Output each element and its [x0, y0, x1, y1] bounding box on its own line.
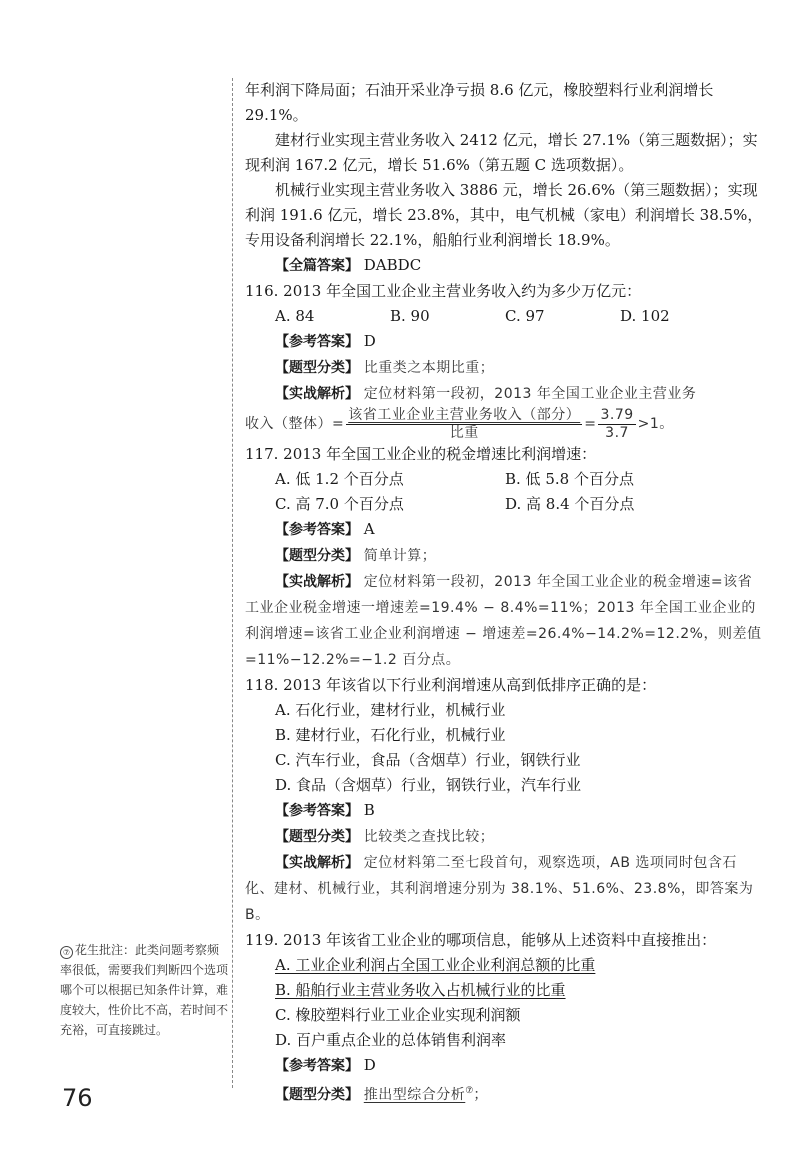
- page-number: 76: [62, 1084, 93, 1112]
- footnote-marker: ⑦: [465, 1086, 474, 1096]
- answer-label: 【参考答案】: [275, 334, 359, 350]
- question-118-stem: 118. 2013 年该省以下行业利润增速从高到低排序正确的是：: [245, 676, 657, 694]
- type-value: 简单计算；: [363, 548, 437, 564]
- question-119-type: [245, 1079, 765, 1108]
- type-value: 比较类之查找比较；: [363, 829, 495, 845]
- fraction-values: [598, 407, 635, 442]
- equals-sign: =: [584, 416, 597, 432]
- option-b: [245, 978, 765, 1003]
- answer-label: 【参考答案】: [275, 803, 359, 819]
- type-value: 推出型综合分析: [363, 1087, 466, 1103]
- paragraph-oil-rubber: 年利润下降局面；石油开采业净亏损 8.6 亿元，橡胶塑料行业利润增长 29.1%。: [245, 81, 714, 124]
- main-column: [245, 78, 765, 1108]
- margin-note: [60, 940, 228, 1040]
- full-answer-label: 【全篇答案】: [275, 258, 359, 274]
- option-a-text: A. 工业企业利润占全国工业企业利润总额的比重: [275, 956, 596, 974]
- analysis-text: 定位材料第一段初，2013 年全国工业企业的税金增速=该省工业企业税金增速一增速差=19.4% − 8.4%=11%；2013 年全国工业企业的利润增速=该省工业企业利润增速 − 增速差=26.4%−14.2%=12.2%，则差值=11%−12.2%=−1.2 百分点。: [245, 574, 762, 668]
- option-a: A. 石化行业，建材行业，机械行业: [275, 701, 506, 719]
- option-b: B. 低 5.8 个百分点: [505, 470, 634, 488]
- question-117-options-row1: [245, 467, 765, 492]
- analysis-label: 【实战解析】: [275, 386, 359, 402]
- question-116-type: [245, 355, 765, 381]
- type-label: 【题型分类】: [275, 829, 359, 845]
- formula-lhs: 收入（整体）=: [245, 416, 345, 432]
- full-answer-line: [245, 253, 765, 279]
- option-c: C. 97: [505, 307, 545, 325]
- full-answer-value: DABDC: [363, 256, 422, 274]
- option-d: D. 高 8.4 个百分点: [505, 495, 635, 513]
- question-116-stem: 116. 2013 年全国工业企业主营业务收入约为多少万亿元：: [245, 282, 642, 300]
- option-c: C. 橡胶塑料行业工业企业实现利润额: [275, 1006, 521, 1024]
- question-119-stem: 119. 2013 年该省工业企业的哪项信息，能够从上述资料中直接推出：: [245, 931, 717, 949]
- question-116-options: [245, 304, 765, 329]
- option-b-text: B. 船舶行业主营业务收入占机械行业的比重: [275, 981, 566, 999]
- question-118-answer: [245, 798, 765, 824]
- option-c: C. 汽车行业，食品（含烟草）行业，钢铁行业: [275, 751, 581, 769]
- analysis-text: 定位材料第二至七段首句，观察选项，AB 选项同时包含石化、建材、机械行业，其利润增速分别为 38.1%、51.6%、23.8%，即答案为 B。: [245, 855, 754, 923]
- option-a: [245, 953, 765, 978]
- fraction-denominator: 3.7: [605, 425, 629, 441]
- analysis-label: 【实战解析】: [275, 574, 359, 590]
- margin-divider: [232, 78, 233, 1088]
- option-d: D. 102: [620, 307, 670, 325]
- type-label: 【题型分类】: [275, 548, 359, 564]
- formula-tail: >1。: [637, 416, 674, 432]
- question-117-stem: 117. 2013 年全国工业企业的税金增速比利润增速：: [245, 445, 597, 463]
- paragraph-building-materials: 建材行业实现主营业务收入 2412 亿元，增长 27.1%（第三题数据）；实现利润 167.2 亿元，增长 51.6%（第五题 C 选项数据）。: [245, 131, 758, 174]
- question-116-analysis: [245, 381, 765, 407]
- paragraph-machinery: 机械行业实现主营业务收入 3886 元，增长 26.6%（第三题数据）；实现利润 191.6 亿元，增长 23.8%，其中，电气机械（家电）利润增长 38.5%，专用设备利润增长 22.1%，船舶行业利润增长 18.9%。: [245, 181, 763, 249]
- answer-value: D: [363, 332, 376, 350]
- option-d: D. 百户重点企业的总体销售利润率: [275, 1031, 507, 1049]
- option-a: A. 低 1.2 个百分点: [275, 470, 404, 488]
- type-end: ；: [473, 1087, 488, 1103]
- type-value: 比重类之本期比重；: [363, 360, 495, 376]
- option-c: C. 高 7.0 个百分点: [275, 495, 404, 513]
- question-117-answer: [245, 517, 765, 543]
- fraction-numerator: 该省工业企业主营业务收入（部分）: [348, 407, 581, 423]
- option-b: B. 建材行业，石化行业，机械行业: [275, 726, 506, 744]
- question-117-analysis: [245, 569, 765, 673]
- question-117-options-row2: [245, 492, 765, 517]
- question-118-analysis: [245, 850, 765, 928]
- fraction-numerator: 3.79: [600, 407, 634, 423]
- type-label: 【题型分类】: [275, 360, 359, 376]
- peanut-note-icon: ⑦: [60, 946, 73, 959]
- option-a: A. 84: [275, 307, 315, 325]
- answer-value: D: [363, 1056, 376, 1074]
- question-116-formula: [245, 407, 765, 442]
- fraction-share: [346, 407, 582, 442]
- question-119-answer: [245, 1053, 765, 1079]
- analysis-text: 定位材料第一段初，2013 年全国工业企业主营业务: [363, 386, 697, 402]
- question-117-type: [245, 543, 765, 569]
- margin-note-text: 花生批注：此类问题考察频率很低，需要我们判断四个选项哪个可以根据已知条件计算，难度较大，性价比不高，若时间不充裕，可直接跳过。: [60, 943, 229, 1037]
- answer-label: 【参考答案】: [275, 1058, 359, 1074]
- option-d: D. 食品（含烟草）行业，钢铁行业，汽车行业: [275, 776, 582, 794]
- fraction-denominator: 比重: [449, 425, 479, 441]
- question-116-answer: [245, 329, 765, 355]
- answer-value: A: [363, 520, 375, 538]
- answer-label: 【参考答案】: [275, 522, 359, 538]
- analysis-label: 【实战解析】: [275, 855, 359, 871]
- question-118-type: [245, 824, 765, 850]
- answer-value: B: [363, 801, 375, 819]
- type-label: 【题型分类】: [275, 1087, 359, 1103]
- option-b: B. 90: [390, 307, 430, 325]
